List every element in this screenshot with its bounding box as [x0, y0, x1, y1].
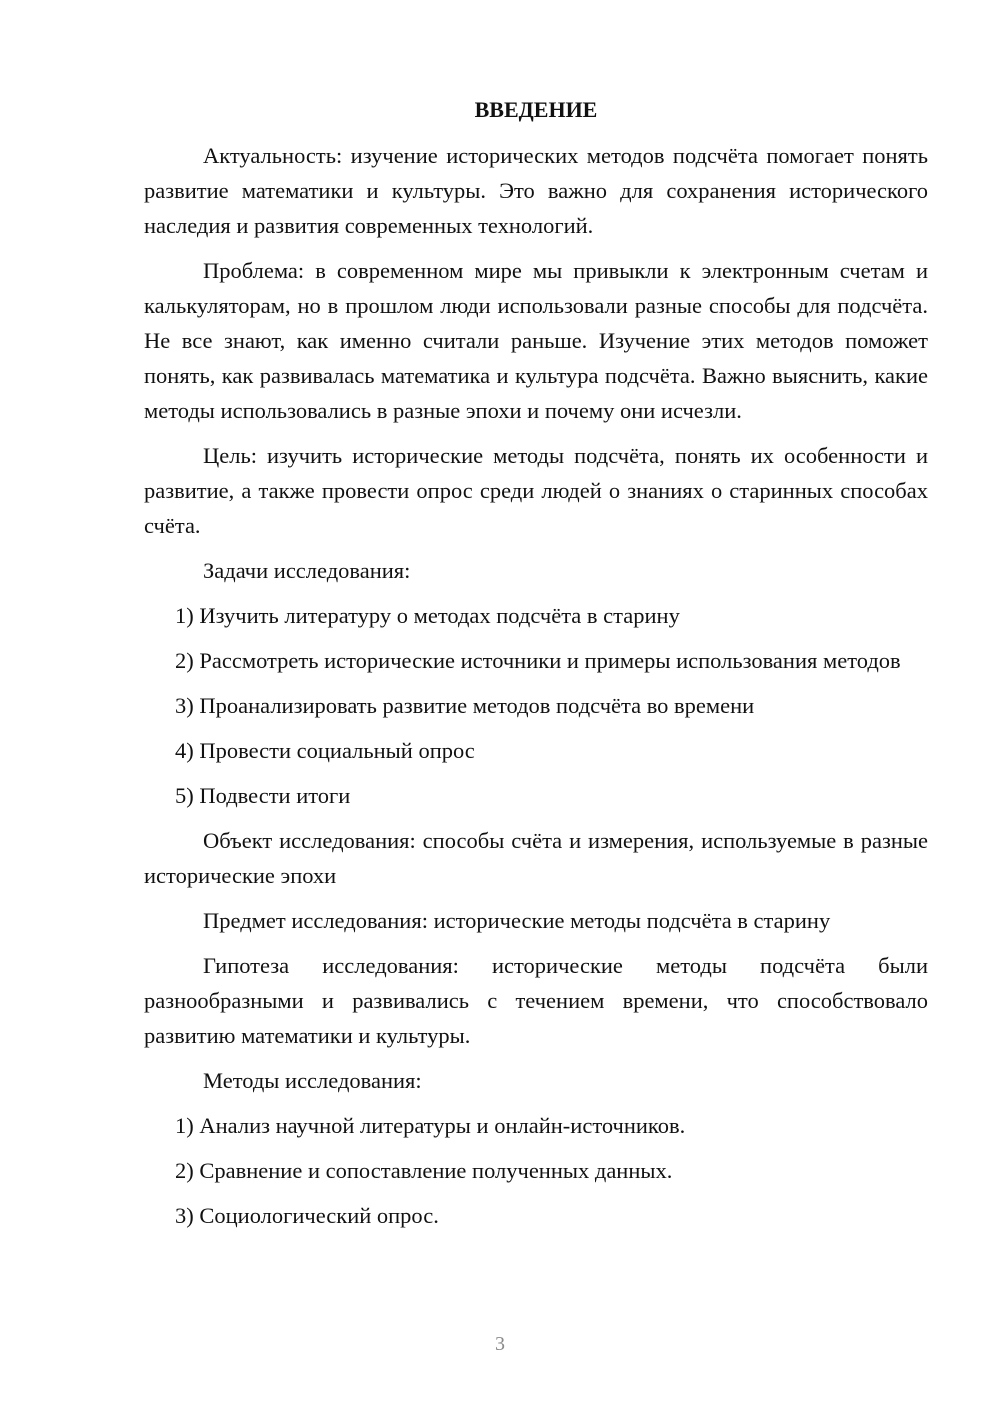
page-number: 3	[495, 1333, 505, 1355]
task-item: 4) Провести социальный опрос	[175, 738, 475, 763]
hypothesis-paragraph: Гипотеза исследования: исторические методы подсчёта были разнообразными и развивались с течением времени, что способствовало развитию математики и культуры.	[144, 953, 928, 1048]
subject-paragraph: Предмет исследования: исторические методы подсчёта в старину	[203, 908, 831, 933]
methods-heading: Методы исследования:	[203, 1068, 422, 1093]
task-item: 5) Подвести итоги	[175, 783, 351, 808]
tasks-heading: Задачи исследования:	[203, 558, 411, 583]
document-page	[144, 92, 928, 1243]
method-item: 3) Социологический опрос.	[175, 1203, 439, 1228]
task-item: 1) Изучить литературу о методах подсчёта в старину	[175, 603, 680, 628]
relevance-paragraph: Актуальность: изучение исторических методов подсчёта помогает понять развитие математики и культуры. Это важно для сохранения исторического наследия и развития современных технологий.	[144, 143, 928, 238]
goal-paragraph: Цель: изучить исторические методы подсчёта, понять их особенности и развитие, а также провести опрос среди людей о знаниях о старинных способах счёта.	[144, 443, 928, 538]
object-paragraph: Объект исследования: способы счёта и измерения, используемые в разные исторические эпохи	[144, 828, 928, 888]
task-item: 2) Рассмотреть исторические источники и примеры использования методов	[175, 648, 901, 673]
task-item: 3) Проанализировать развитие методов подсчёта во времени	[175, 693, 755, 718]
section-title: ВВЕДЕНИЕ	[474, 97, 598, 122]
method-item: 2) Сравнение и сопоставление полученных данных.	[175, 1158, 673, 1183]
problem-paragraph: Проблема: в современном мире мы привыкли к электронным счетам и калькуляторам, но в прошлом люди использовали разные способы для подсчёта. Не все знают, как именно считали раньше. Изучение этих методов поможет понять, как развивалась математика и культура подсчёта. Важно выяснить, какие методы использовались в разные эпохи и почему они исчезли.	[144, 258, 928, 423]
method-item: 1) Анализ научной литературы и онлайн-источников.	[175, 1113, 686, 1138]
